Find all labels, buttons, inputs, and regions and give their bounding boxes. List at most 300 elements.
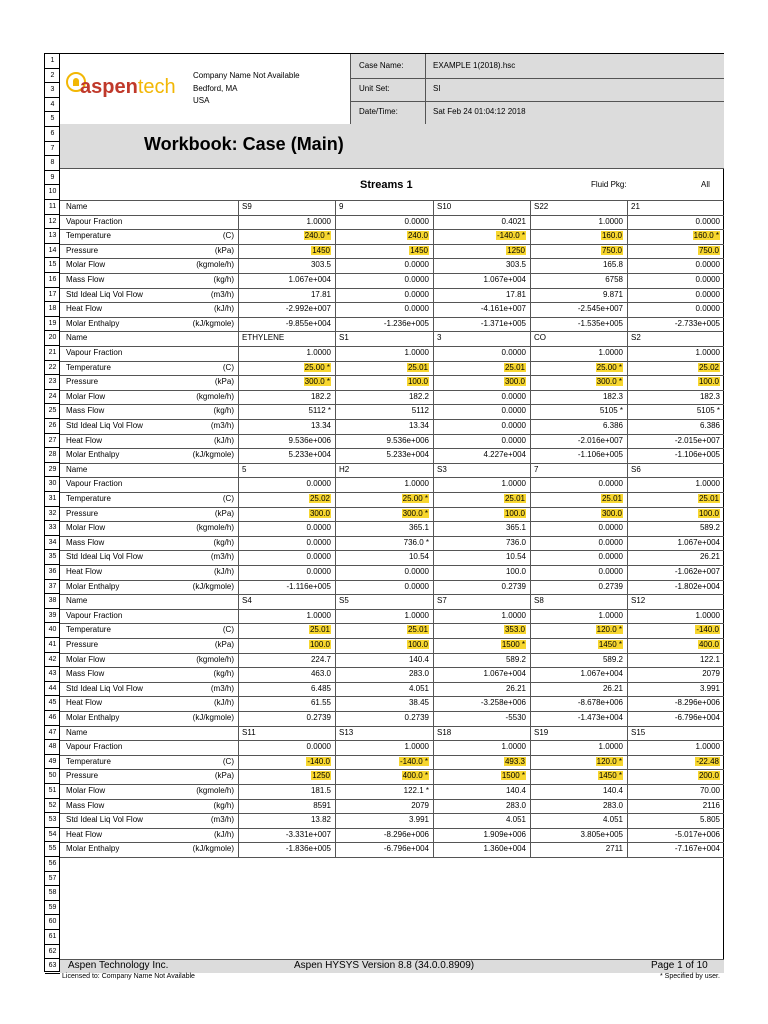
property-label: Std Ideal Liq Vol Flow bbox=[66, 289, 143, 299]
table-cell: 0.0000 bbox=[598, 537, 623, 547]
table-cell: 589.2 bbox=[505, 654, 526, 664]
row-number: 14 bbox=[45, 244, 60, 259]
table-cell: -4.161e+007 bbox=[480, 304, 526, 314]
table-cell: 0.2739 bbox=[501, 581, 526, 591]
table-cell: 300.0 * bbox=[402, 508, 428, 518]
table-cell: 1250 bbox=[507, 245, 525, 255]
company-country: USA bbox=[193, 96, 210, 105]
table-cell: 13.82 bbox=[310, 815, 331, 825]
row-number: 50 bbox=[45, 769, 60, 784]
table-cell: 1.0000 bbox=[501, 742, 526, 752]
specified-note: * Specified by user. bbox=[660, 973, 720, 980]
table-cell: 0.0000 bbox=[306, 552, 331, 562]
table-cell: 365.1 bbox=[408, 523, 429, 533]
table-cell: 25.01 bbox=[407, 362, 428, 372]
row-number: 34 bbox=[45, 536, 60, 551]
table-cell: 1.067e+004 bbox=[483, 669, 526, 679]
table-cell: 6.386 bbox=[699, 421, 720, 430]
row-number: 35 bbox=[45, 550, 60, 565]
table-cell: 0.0000 bbox=[404, 216, 429, 226]
table-cell: -3.331e+007 bbox=[285, 829, 331, 839]
row-number: 43 bbox=[45, 667, 60, 682]
property-unit: (kg/h) bbox=[213, 275, 234, 284]
table-cell: 750.0 bbox=[698, 245, 719, 255]
table-cell: 26.21 bbox=[505, 683, 526, 693]
row-number: 10 bbox=[45, 185, 60, 200]
property-unit: (kgmole/h) bbox=[196, 391, 234, 401]
property-unit: (kJ/h) bbox=[214, 304, 234, 314]
table-cell: 38.45 bbox=[408, 698, 429, 708]
table-cell: 1450 bbox=[312, 245, 330, 255]
property-unit: (kJ/kgmole) bbox=[192, 844, 234, 854]
table-cell: 0.0000 bbox=[501, 406, 526, 416]
table-cell: 182.2 bbox=[310, 391, 331, 401]
row-number: 61 bbox=[45, 930, 60, 945]
table-cell: 0.0000 bbox=[598, 552, 623, 562]
table-cell: 365.1 bbox=[505, 523, 526, 533]
aspentech-logo: aspentech bbox=[80, 76, 176, 98]
property-label: Molar Enthalpy bbox=[66, 713, 120, 722]
table-cell: 0.0000 bbox=[501, 391, 526, 401]
property-label: Molar Enthalpy bbox=[66, 581, 120, 591]
table-cell: 9.536e+006 bbox=[288, 435, 331, 445]
table-cell: 140.4 bbox=[408, 654, 429, 664]
property-unit: (C) bbox=[222, 494, 234, 503]
property-unit: (C) bbox=[222, 362, 234, 372]
table-cell: -7.167e+004 bbox=[674, 844, 720, 854]
table-cell: 100.0 bbox=[505, 567, 526, 576]
row-number: 20 bbox=[45, 331, 60, 346]
table-cell: 1.360e+004 bbox=[483, 844, 526, 854]
table-cell: 1450 * bbox=[598, 640, 622, 649]
table-cell: 160.0 bbox=[601, 231, 622, 241]
property-label: Heat Flow bbox=[66, 567, 103, 576]
table-cell: 0.0000 bbox=[695, 216, 720, 226]
property-label: Pressure bbox=[66, 377, 99, 387]
table-cell: -9.855e+004 bbox=[285, 318, 331, 328]
table-cell: 0.0000 bbox=[306, 742, 331, 752]
stream-name: S9 bbox=[242, 202, 252, 211]
row-number: 3 bbox=[45, 83, 60, 98]
row-number: 59 bbox=[45, 901, 60, 916]
table-cell: 8591 bbox=[313, 800, 331, 810]
table-cell: 1.0000 bbox=[598, 348, 623, 357]
stream-name: 7 bbox=[534, 464, 539, 474]
row-number: 7 bbox=[45, 142, 60, 157]
table-cell: -8.678e+006 bbox=[577, 698, 623, 708]
table-cell: 0.0000 bbox=[306, 479, 331, 489]
row-number: 33 bbox=[45, 521, 60, 536]
table-cell: 6758 bbox=[605, 275, 623, 284]
stream-name: 3 bbox=[437, 333, 442, 343]
table-cell: -1.371e+005 bbox=[480, 318, 526, 328]
table-cell: 0.0000 bbox=[501, 421, 526, 430]
table-cell: 0.0000 bbox=[404, 260, 429, 270]
table-cell: 240.0 bbox=[407, 231, 428, 241]
property-unit: (kgmole/h) bbox=[196, 523, 234, 533]
table-cell: -8.296e+006 bbox=[383, 829, 429, 839]
table-cell: 0.0000 bbox=[306, 567, 331, 576]
stream-name: S10 bbox=[437, 202, 452, 211]
property-unit: (kJ/h) bbox=[214, 435, 234, 445]
case-name-label: Case Name: bbox=[359, 61, 404, 70]
stream-name: H2 bbox=[339, 464, 350, 474]
footer-page: Page 1 of 10 bbox=[651, 960, 708, 971]
property-unit: (kJ/h) bbox=[214, 567, 234, 576]
row-number: 16 bbox=[45, 273, 60, 288]
row-number: 1 bbox=[45, 54, 60, 69]
table-cell: 182.3 bbox=[602, 391, 623, 401]
table-cell: 2079 bbox=[411, 800, 429, 810]
property-label: Heat Flow bbox=[66, 304, 103, 314]
table-cell: 400.0 bbox=[698, 640, 719, 649]
row-number: 2 bbox=[45, 69, 60, 84]
table-cell: 0.0000 bbox=[404, 304, 429, 314]
row-number: 31 bbox=[45, 492, 60, 507]
property-unit: (m3/h) bbox=[210, 683, 234, 693]
table-cell: 13.34 bbox=[408, 421, 429, 430]
table-cell: 750.0 bbox=[601, 245, 622, 255]
table-cell: 5.233e+004 bbox=[386, 450, 429, 460]
table-cell: 300.0 bbox=[601, 508, 622, 518]
table-cell: -1.106e+005 bbox=[674, 450, 720, 460]
table-cell: 140.4 bbox=[505, 786, 526, 795]
property-label: Pressure bbox=[66, 640, 99, 649]
stream-name: S12 bbox=[631, 596, 646, 606]
table-cell: 17.81 bbox=[310, 289, 331, 299]
row-number: 52 bbox=[45, 799, 60, 814]
table-cell: 0.0000 bbox=[404, 567, 429, 576]
table-cell: 25.01 bbox=[601, 494, 622, 503]
table-cell: 0.0000 bbox=[306, 523, 331, 533]
workbook-title: Workbook: Case (Main) bbox=[144, 134, 344, 154]
table-cell: 1450 bbox=[410, 245, 428, 255]
row-number: 54 bbox=[45, 828, 60, 843]
property-unit: (kPa) bbox=[214, 640, 234, 649]
table-cell: 6.485 bbox=[310, 683, 331, 693]
row-number: 29 bbox=[45, 463, 60, 478]
row-number: 15 bbox=[45, 258, 60, 273]
property-label: Temperature bbox=[66, 625, 111, 635]
table-cell: 463.0 bbox=[310, 669, 331, 679]
property-label: Pressure bbox=[66, 245, 99, 255]
row-number: 49 bbox=[45, 755, 60, 770]
name-label: Name bbox=[66, 727, 88, 737]
row-number-column bbox=[44, 53, 60, 972]
company-city: Bedford, MA bbox=[193, 84, 238, 93]
table-cell: 120.0 * bbox=[596, 756, 622, 766]
table-cell: 0.0000 bbox=[598, 479, 623, 489]
table-cell: 303.5 bbox=[505, 260, 526, 270]
table-cell: -6.796e+004 bbox=[383, 844, 429, 854]
property-unit: (kJ/kgmole) bbox=[192, 318, 234, 328]
property-unit: (kPa) bbox=[214, 377, 234, 387]
table-cell: 283.0 bbox=[408, 669, 429, 679]
table-cell: 25.00 * bbox=[304, 362, 330, 372]
table-cell: 1450 * bbox=[598, 771, 622, 781]
row-number: 19 bbox=[45, 317, 60, 332]
row-number: 30 bbox=[45, 477, 60, 492]
table-cell: 283.0 bbox=[602, 800, 623, 810]
property-label: Mass Flow bbox=[66, 275, 105, 284]
row-number: 58 bbox=[45, 886, 60, 901]
row-number: 45 bbox=[45, 696, 60, 711]
footer-company: Aspen Technology Inc. bbox=[68, 960, 169, 971]
case-name-value: EXAMPLE 1(2018).hsc bbox=[433, 61, 516, 70]
table-cell: 26.21 bbox=[699, 552, 720, 562]
table-cell: 1.0000 bbox=[501, 610, 526, 620]
row-number: 57 bbox=[45, 872, 60, 887]
table-cell: 0.2739 bbox=[306, 713, 331, 722]
row-number: 25 bbox=[45, 404, 60, 419]
row-number: 26 bbox=[45, 419, 60, 434]
table-cell: -140.0 bbox=[307, 756, 330, 766]
property-label: Molar Flow bbox=[66, 523, 106, 533]
property-unit: (kg/h) bbox=[213, 406, 234, 416]
table-cell: 1500 * bbox=[501, 640, 525, 649]
table-cell: 283.0 bbox=[505, 800, 526, 810]
row-number: 9 bbox=[45, 171, 60, 186]
row-number: 12 bbox=[45, 215, 60, 230]
table-cell: -1.473e+004 bbox=[577, 713, 623, 722]
table-cell: 0.0000 bbox=[695, 260, 720, 270]
property-unit: (C) bbox=[222, 231, 234, 241]
table-cell: 1.0000 bbox=[404, 742, 429, 752]
table-cell: 589.2 bbox=[602, 654, 623, 664]
property-label: Vapour Fraction bbox=[66, 742, 123, 752]
table-cell: -5530 bbox=[505, 713, 526, 722]
property-label: Temperature bbox=[66, 362, 111, 372]
table-cell: -1.535e+005 bbox=[577, 318, 623, 328]
row-number: 42 bbox=[45, 653, 60, 668]
table-cell: -2.992e+007 bbox=[285, 304, 331, 314]
row-number: 39 bbox=[45, 609, 60, 624]
table-cell: 25.00 * bbox=[402, 494, 428, 503]
table-cell: -2.016e+007 bbox=[577, 435, 623, 445]
property-label: Std Ideal Liq Vol Flow bbox=[66, 552, 143, 562]
table-cell: -2.733e+005 bbox=[674, 318, 720, 328]
stream-name: S11 bbox=[242, 727, 256, 737]
stream-name: S7 bbox=[437, 596, 447, 606]
table-cell: 0.0000 bbox=[598, 523, 623, 533]
table-cell: 0.0000 bbox=[501, 348, 526, 357]
table-cell: 300.0 bbox=[504, 377, 525, 387]
table-cell: 182.2 bbox=[408, 391, 429, 401]
property-label: Mass Flow bbox=[66, 406, 105, 416]
property-unit: (m3/h) bbox=[210, 552, 234, 562]
table-cell: -5.017e+006 bbox=[674, 829, 720, 839]
table-cell: 1.0000 bbox=[695, 348, 720, 357]
table-cell: 1.0000 bbox=[598, 610, 623, 620]
stream-name: S22 bbox=[534, 202, 549, 211]
table-cell: 100.0 bbox=[698, 377, 719, 387]
property-label: Std Ideal Liq Vol Flow bbox=[66, 421, 143, 430]
property-label: Temperature bbox=[66, 494, 111, 503]
table-cell: 4.051 bbox=[602, 815, 623, 825]
table-cell: -6.796e+004 bbox=[674, 713, 720, 722]
table-cell: 4.051 bbox=[505, 815, 526, 825]
stream-name: S6 bbox=[631, 464, 641, 474]
row-number: 51 bbox=[45, 784, 60, 799]
property-unit: (kPa) bbox=[214, 771, 234, 781]
table-cell: 182.3 bbox=[699, 391, 720, 401]
table-cell: 1.0000 bbox=[598, 216, 623, 226]
row-number: 22 bbox=[45, 361, 60, 376]
stream-name: S18 bbox=[437, 727, 452, 737]
table-cell: -2.545e+007 bbox=[577, 304, 623, 314]
table-cell: -140.0 bbox=[696, 625, 719, 635]
table-cell: 1.067e+004 bbox=[288, 275, 331, 284]
table-cell: 25.02 bbox=[309, 494, 330, 503]
table-cell: 122.1 bbox=[699, 654, 720, 664]
name-label: Name bbox=[66, 333, 88, 343]
table-cell: 1250 bbox=[312, 771, 330, 781]
table-cell: -1.236e+005 bbox=[383, 318, 429, 328]
table-cell: 1.0000 bbox=[306, 216, 331, 226]
row-number: 41 bbox=[45, 638, 60, 653]
stream-name: S19 bbox=[534, 727, 549, 737]
table-cell: 25.01 bbox=[504, 494, 525, 503]
table-cell: 5112 * bbox=[308, 406, 331, 416]
table-cell: 25.01 bbox=[698, 494, 719, 503]
table-cell: 1.909e+006 bbox=[483, 829, 526, 839]
table-cell: -140.0 * bbox=[496, 231, 525, 241]
property-unit: (kgmole/h) bbox=[196, 260, 234, 270]
row-number: 56 bbox=[45, 857, 60, 872]
table-cell: 17.81 bbox=[505, 289, 526, 299]
stream-name: 9 bbox=[339, 202, 344, 211]
workbook-page bbox=[44, 53, 724, 972]
table-cell: 3.991 bbox=[408, 815, 429, 825]
table-cell: 736.0 bbox=[505, 537, 526, 547]
row-number: 60 bbox=[45, 915, 60, 930]
footer-version: Aspen HYSYS Version 8.8 (34.0.0.8909) bbox=[294, 960, 475, 971]
stream-name: 5 bbox=[242, 464, 247, 474]
section-title: Streams 1 bbox=[360, 179, 413, 191]
table-cell: 493.3 bbox=[504, 756, 525, 766]
table-cell: 0.0000 bbox=[404, 275, 429, 284]
property-unit: (kgmole/h) bbox=[196, 654, 234, 664]
table-cell: 25.02 bbox=[698, 362, 719, 372]
table-cell: 5.233e+004 bbox=[288, 450, 331, 460]
table-cell: -1.106e+005 bbox=[577, 450, 623, 460]
table-cell: 1.0000 bbox=[695, 742, 720, 752]
table-cell: 181.5 bbox=[310, 786, 331, 795]
row-number: 8 bbox=[45, 156, 60, 171]
property-unit: (kg/h) bbox=[213, 537, 234, 547]
property-label: Molar Flow bbox=[66, 260, 106, 270]
row-number: 55 bbox=[45, 842, 60, 857]
row-number: 44 bbox=[45, 682, 60, 697]
table-cell: 10.54 bbox=[505, 552, 526, 562]
stream-name: ETHYLENE bbox=[242, 333, 285, 343]
table-cell: 0.0000 bbox=[598, 567, 623, 576]
table-cell: 61.55 bbox=[310, 698, 331, 708]
table-cell: 400.0 * bbox=[402, 771, 428, 781]
property-unit: (m3/h) bbox=[210, 289, 234, 299]
table-cell: 0.4021 bbox=[501, 216, 526, 226]
table-cell: 1.0000 bbox=[695, 479, 720, 489]
fluid-pkg-label: Fluid Pkg: bbox=[591, 180, 627, 189]
property-unit: (kgmole/h) bbox=[196, 786, 234, 795]
property-label: Temperature bbox=[66, 756, 111, 766]
table-cell: 1.0000 bbox=[404, 479, 429, 489]
table-cell: 736.0 * bbox=[403, 537, 429, 547]
unit-set-label: Unit Set: bbox=[359, 84, 390, 93]
table-cell: 200.0 bbox=[698, 771, 719, 781]
property-label: Heat Flow bbox=[66, 698, 103, 708]
property-unit: (kJ/kgmole) bbox=[192, 713, 234, 722]
row-number: 47 bbox=[45, 726, 60, 741]
property-unit: (kJ/h) bbox=[214, 829, 234, 839]
table-cell: 1.067e+004 bbox=[580, 669, 623, 679]
table-cell: 1.0000 bbox=[501, 479, 526, 489]
row-number: 23 bbox=[45, 375, 60, 390]
row-number: 18 bbox=[45, 302, 60, 317]
property-unit: (kg/h) bbox=[213, 800, 234, 810]
property-label: Mass Flow bbox=[66, 669, 105, 679]
row-number: 13 bbox=[45, 229, 60, 244]
row-number: 48 bbox=[45, 740, 60, 755]
row-number: 38 bbox=[45, 594, 60, 609]
table-cell: 300.0 * bbox=[596, 377, 622, 387]
table-cell: 9.536e+006 bbox=[386, 435, 429, 445]
row-number: 36 bbox=[45, 565, 60, 580]
table-cell: 1.0000 bbox=[306, 610, 331, 620]
row-number: 5 bbox=[45, 112, 60, 127]
table-cell: 2079 bbox=[702, 669, 720, 679]
table-cell: -1.802e+004 bbox=[674, 581, 720, 591]
row-number: 4 bbox=[45, 98, 60, 113]
property-label: Pressure bbox=[66, 771, 99, 781]
property-label: Heat Flow bbox=[66, 829, 103, 839]
license-text: Licensed to: Company Name Not Available bbox=[62, 973, 195, 980]
stream-name: S13 bbox=[339, 727, 354, 737]
row-number: 53 bbox=[45, 813, 60, 828]
table-cell: 13.34 bbox=[310, 421, 331, 430]
fluid-pkg-value: All bbox=[701, 180, 710, 189]
table-cell: 1.0000 bbox=[598, 742, 623, 752]
table-cell: 240.0 * bbox=[304, 231, 330, 241]
property-label: Mass Flow bbox=[66, 800, 105, 810]
table-cell: 25.01 bbox=[407, 625, 428, 635]
table-cell: 589.2 bbox=[699, 523, 720, 533]
table-cell: 2116 bbox=[702, 800, 720, 810]
property-label: Std Ideal Liq Vol Flow bbox=[66, 683, 143, 693]
property-unit: (kJ/kgmole) bbox=[192, 581, 234, 591]
table-cell: 303.5 bbox=[310, 260, 331, 270]
stream-name: 21 bbox=[631, 202, 640, 211]
table-cell: 4.227e+004 bbox=[483, 450, 526, 460]
row-number: 62 bbox=[45, 945, 60, 960]
stream-name: S4 bbox=[242, 596, 252, 606]
table-cell: -1.062e+007 bbox=[674, 567, 720, 576]
property-label: Vapour Fraction bbox=[66, 479, 123, 489]
table-cell: 26.21 bbox=[602, 683, 623, 693]
row-number: 24 bbox=[45, 390, 60, 405]
table-cell: 0.0000 bbox=[404, 581, 429, 591]
table-cell: 353.0 bbox=[504, 625, 525, 635]
table-cell: 1.0000 bbox=[695, 610, 720, 620]
table-cell: 3.805e+005 bbox=[580, 829, 623, 839]
table-cell: 224.7 bbox=[310, 654, 331, 664]
table-cell: 165.8 bbox=[602, 260, 623, 270]
stream-name: S8 bbox=[534, 596, 544, 606]
table-cell: 140.4 bbox=[602, 786, 623, 795]
table-cell: 5112 bbox=[411, 406, 429, 416]
table-cell: 1.0000 bbox=[404, 348, 429, 357]
property-label: Vapour Fraction bbox=[66, 348, 123, 357]
